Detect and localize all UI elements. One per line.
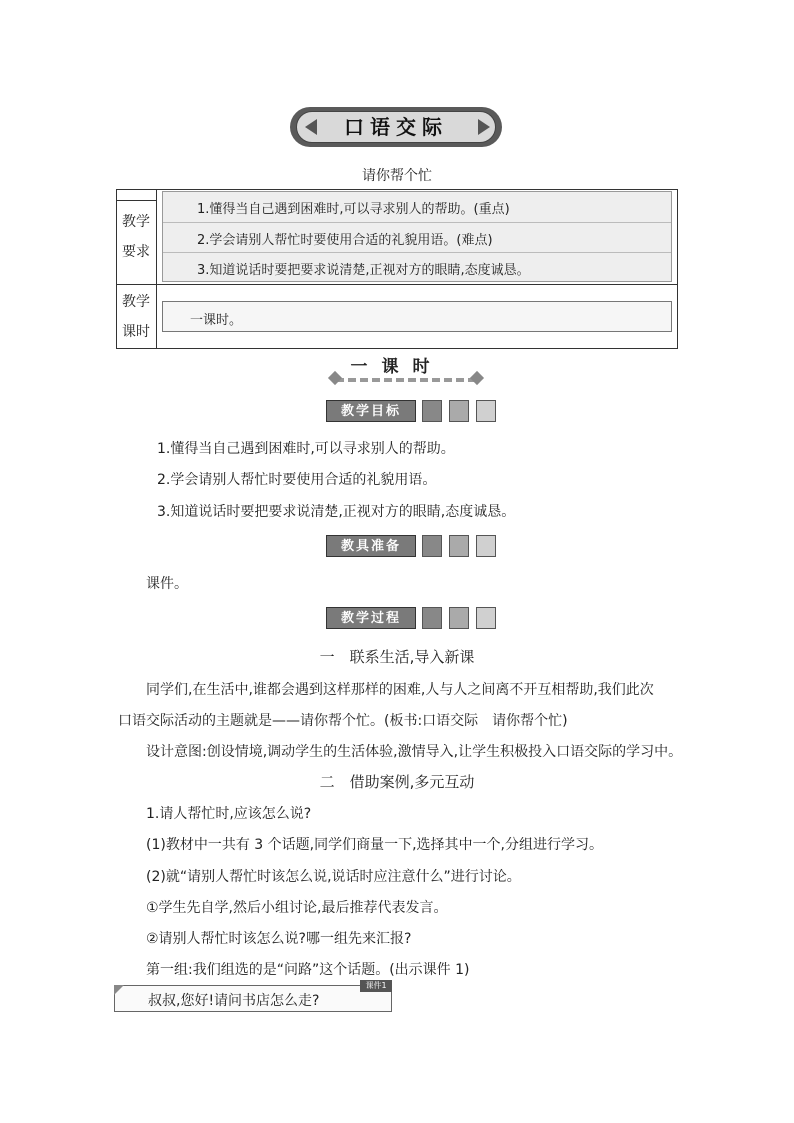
list-item: 1.请人帮忙时,应该怎么说? bbox=[146, 806, 312, 822]
time-label-line1: 教学 bbox=[122, 294, 150, 310]
tag-block-icon bbox=[449, 535, 469, 557]
goals-label-line2: 要求 bbox=[122, 244, 150, 260]
time-label-line2: 课时 bbox=[122, 324, 150, 340]
list-item: (1)教材中一共有 3 个话题,同学们商量一下,选择其中一个,分组进行学习。 bbox=[146, 837, 603, 853]
lesson-subtitle: 请你帮个忙 bbox=[362, 168, 432, 184]
list-item: (2)就“请别人帮忙时该怎么说,说话时应注意什么”进行讨论。 bbox=[146, 869, 521, 885]
part2-heading: 二 借助案例,多元互动 bbox=[319, 773, 475, 791]
tag-block-icon bbox=[476, 607, 496, 629]
preparation-text: 课件。 bbox=[146, 576, 188, 592]
process-tag: 教学过程 bbox=[326, 607, 416, 629]
table-top-rule bbox=[116, 200, 156, 201]
goal-separator bbox=[163, 252, 671, 253]
table-divider bbox=[116, 284, 678, 285]
objective-item: 1.懂得当自己遇到困难时,可以寻求别人的帮助。 bbox=[157, 441, 455, 457]
tag-block-icon bbox=[449, 400, 469, 422]
list-item: 第一组:我们组选的是“问路”这个话题。(出示课件 1) bbox=[146, 962, 470, 978]
callout-text: 叔叔,您好!请问书店怎么走? bbox=[148, 993, 320, 1009]
decorative-dash-line bbox=[336, 378, 476, 382]
time-value: 一课时。 bbox=[190, 313, 243, 328]
paragraph: 同学们,在生活中,谁都会遇到这样那样的困难,人与人之间离不开互相帮助,我们此次 bbox=[146, 682, 654, 698]
preparation-tag: 教具准备 bbox=[326, 535, 416, 557]
paragraph: 口语交际活动的主题就是——请你帮个忙。(板书:口语交际 请你帮个忙) bbox=[118, 713, 568, 729]
tag-block-icon bbox=[476, 400, 496, 422]
goal-item: 3.知道说话时要把要求说清楚,正视对方的眼睛,态度诚恳。 bbox=[197, 263, 530, 278]
part1-heading: 一 联系生活,导入新课 bbox=[319, 648, 475, 666]
goal-item: 2.学会请别人帮忙时要使用合适的礼貌用语。(难点) bbox=[197, 233, 493, 248]
goal-separator bbox=[163, 222, 671, 223]
courseware-badge: 课件1 bbox=[360, 980, 392, 992]
tag-block-icon bbox=[422, 400, 442, 422]
goal-item: 1.懂得当自己遇到困难时,可以寻求别人的帮助。(重点) bbox=[197, 202, 510, 217]
section-title: 一课时 bbox=[350, 357, 444, 377]
page-title: 口语交际 bbox=[344, 115, 448, 139]
list-item: ①学生先自学,然后小组讨论,最后推荐代表发言。 bbox=[146, 900, 448, 916]
design-intent: 设计意图:创设情境,调动学生的生活体验,激情导入,让学生积极投入口语交际的学习中。 bbox=[146, 744, 683, 760]
tag-block-icon bbox=[422, 607, 442, 629]
list-item: ②请别人帮忙时该怎么说?哪一组先来汇报? bbox=[146, 931, 412, 947]
objective-item: 2.学会请别人帮忙时要使用合适的礼貌用语。 bbox=[157, 472, 437, 488]
table-column-divider bbox=[156, 189, 157, 349]
objective-item: 3.知道说话时要把要求说清楚,正视对方的眼睛,态度诚恳。 bbox=[157, 504, 516, 520]
tag-block-icon bbox=[449, 607, 469, 629]
tag-block-icon bbox=[476, 535, 496, 557]
tag-block-icon bbox=[422, 535, 442, 557]
callout-corner-icon bbox=[114, 985, 124, 995]
objectives-tag: 教学目标 bbox=[326, 400, 416, 422]
goals-label-line1: 教学 bbox=[122, 214, 150, 230]
